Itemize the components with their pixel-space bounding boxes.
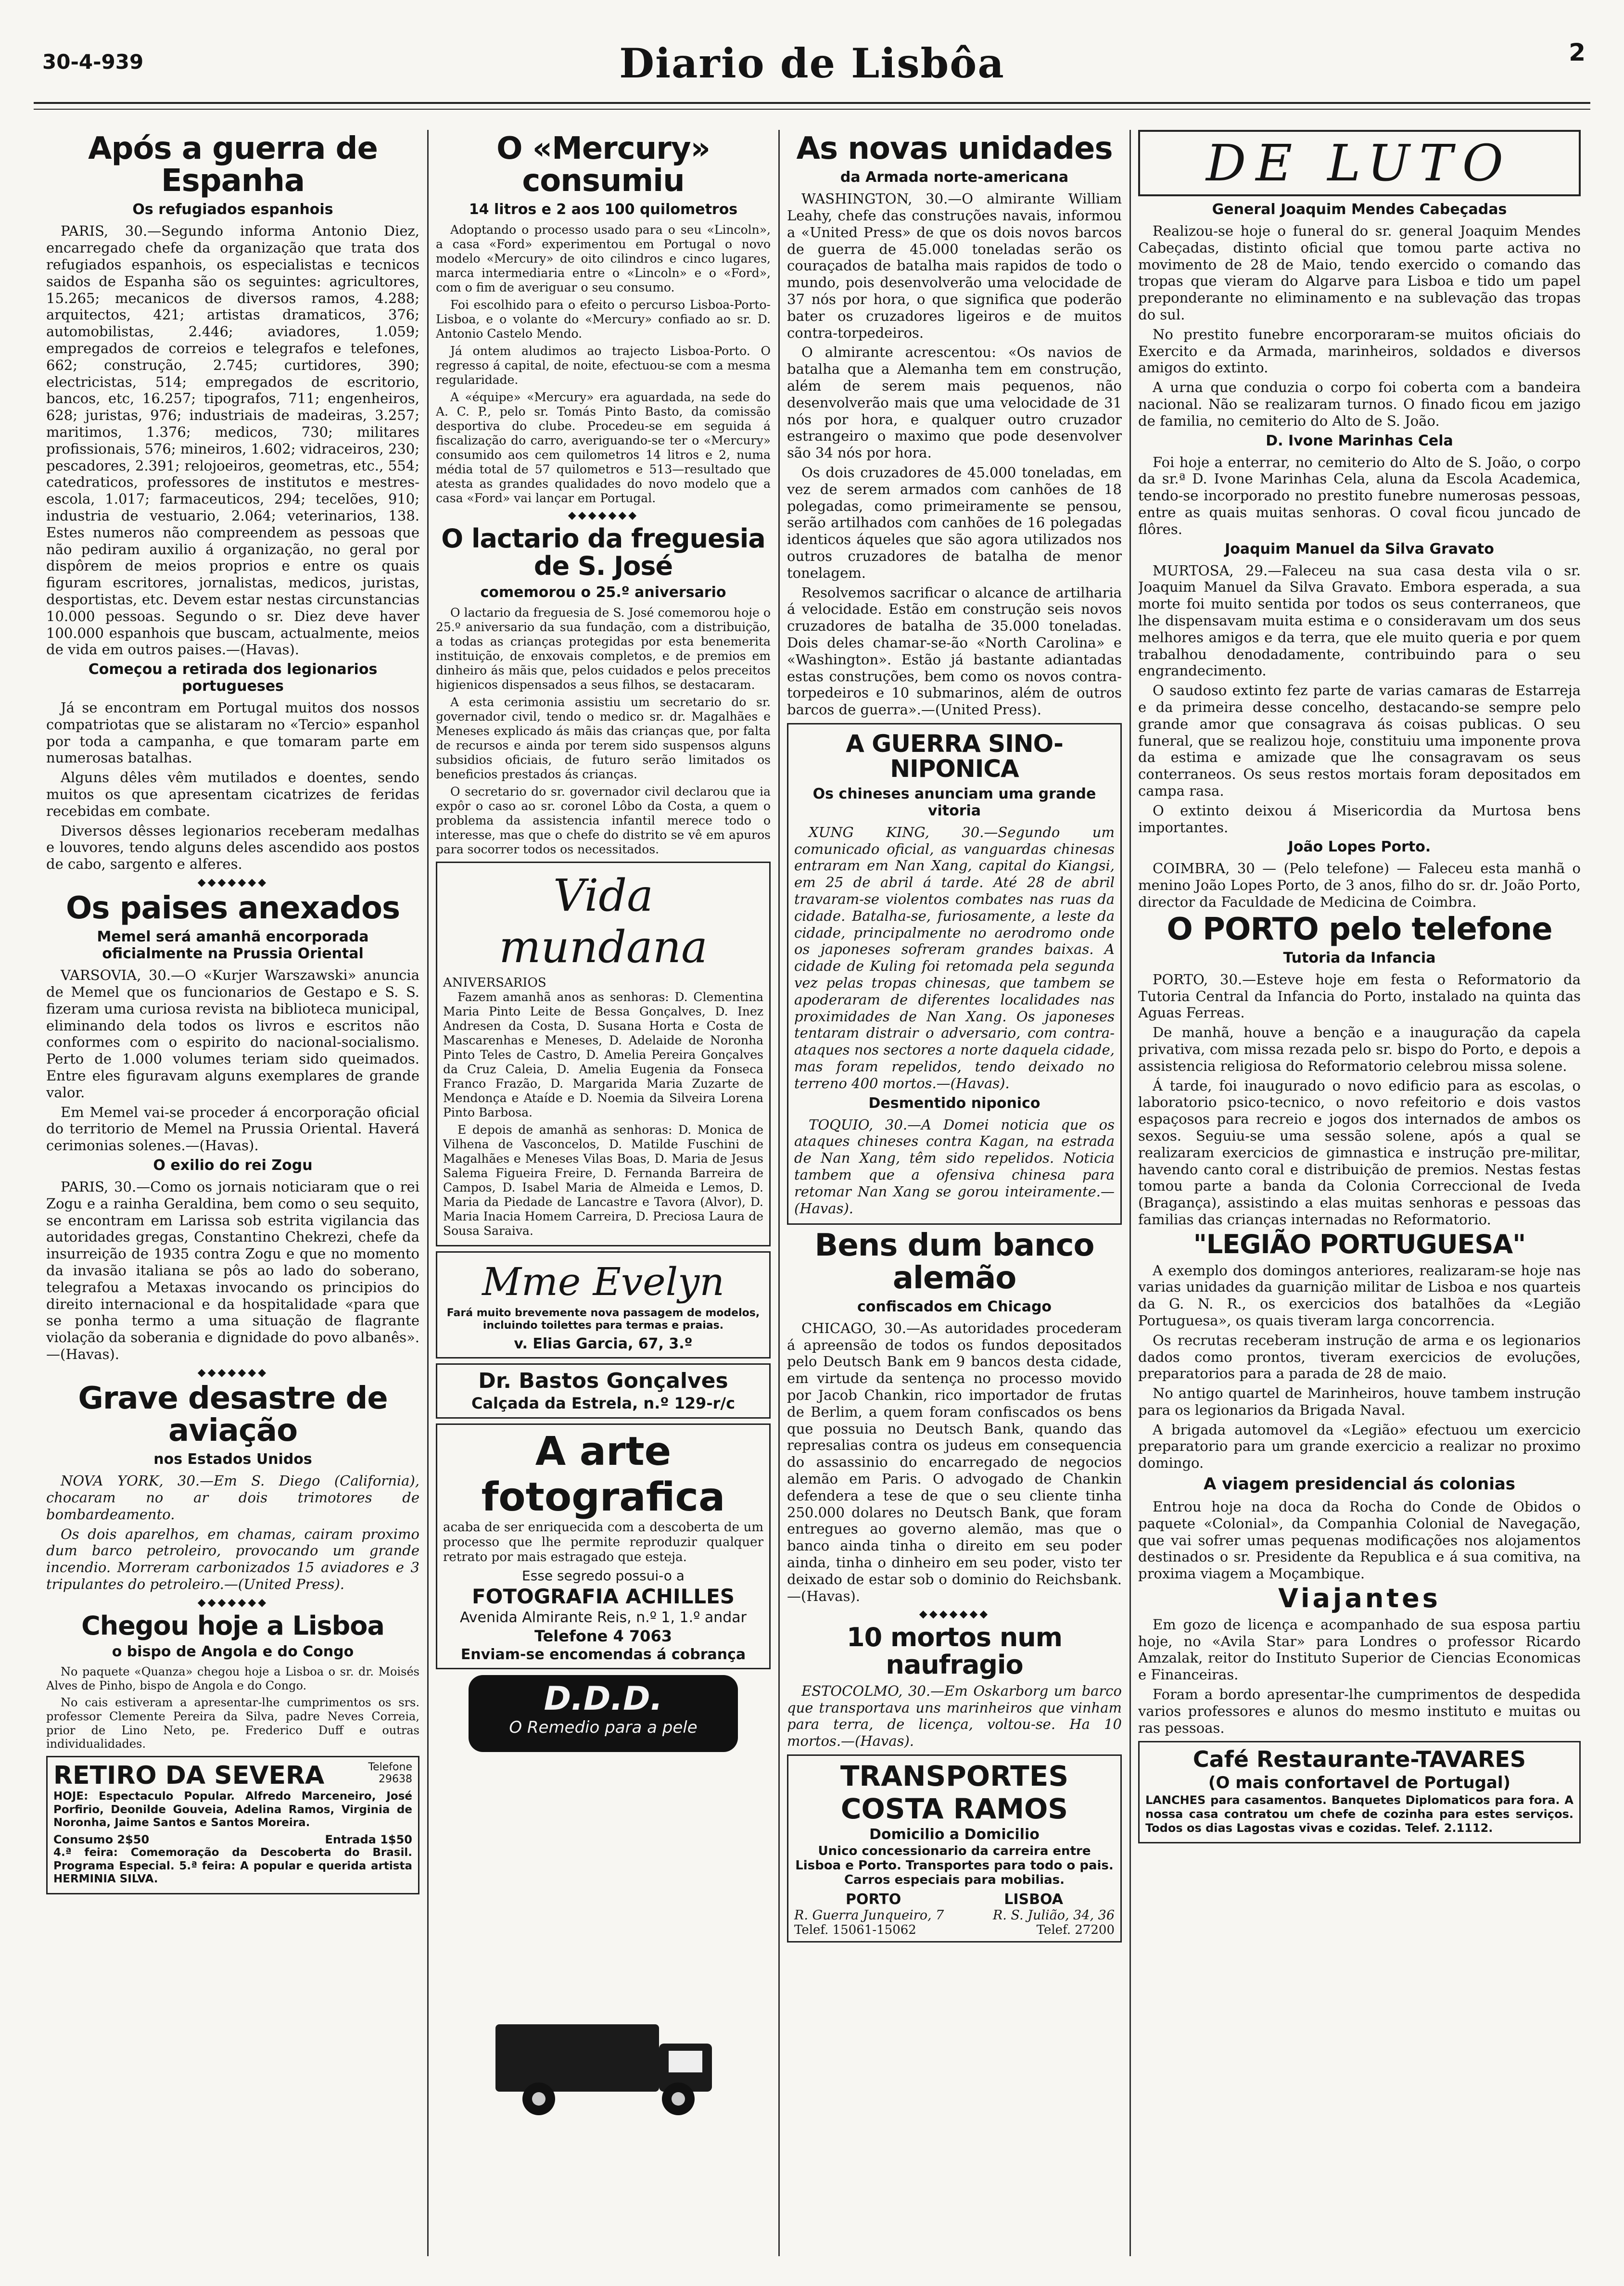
article-paragraph: A brigada automovel da «Legião» efectuou um exercicio preparatorio para um grande exercicio a realizar no proximo domingo. [1138,1421,1581,1472]
advert-subtitle: Domicilio a Domicilio [869,1826,1040,1843]
article-paragraph: Diversos dêsses legionarios receberam medalhas e louvores, tendo alguns deles ascendido aos postos de cabo, sargento e alferes. [46,822,419,873]
column-4 [1138,130,1581,2256]
obituary-paragraph: MURTOSA, 29.—Faleceu na sua casa desta vila o sr. Joaquim Manuel da Silva Gravato. Embora esperada, a sua morte foi muito sentida por todos os seus conterraneos, que lhe dispensavam muita estima e o consideravam um dos seus melhores amigos e da terra, que ele muito queria e por quem trabalhou denodadamente, contribuindo para o seu engrandecimento. [1138,562,1581,679]
ornament-divider: ◆◆◆◆◆◆◆ [919,1608,990,1621]
column-2 [436,130,771,2256]
advert-address: v. Elias Garcia, 67, 3.º [514,1335,693,1352]
article-paragraph: A «équipe» «Mercury» era aguardada, na sede do A. C. P., pelo sr. Tomás Pinto Basto, da comissão desportiva do clube. Procedeu-se em seguida á fiscalização do carro, averiguando-se ter o «Mercury» consumido aos cem quilometros 14 litros e 2, numa média total de 57 quilometros e 513—resultado que atesta as grandes qualidades do novo modelo que a casa «Ford» vai lançar em Portugal. [436,390,771,506]
article-subhead: confiscados em Chicago [857,1298,1052,1315]
advert-transportes [787,1754,1122,1943]
society-section [436,862,771,1246]
advert-retiro-severa [46,1756,419,1894]
article-paragraph: Já ontem aludimos ao trajecto Lisboa-Porto. O regresso á capital, de noite, efectuou-se com a mesma regularidade. [436,344,771,387]
advert-phones [794,1923,1115,1937]
ornament-divider: ◆◆◆◆◆◆◆ [197,1596,268,1609]
article-headline: As novas unidades [796,131,1113,166]
article-headline: Grave desastre de aviação [78,1380,388,1448]
article-subhead: Desmentido niponico [868,1094,1040,1112]
article-paragraph: No cais estiveram a apresentar-lhe cumprimentos os srs. professor Clemente Pereira da Silva, padre Neves Correia, prior de Lino Neto, pe. Frederico Duff e outras individualidades. [46,1696,419,1751]
column-3 [787,130,1122,2256]
advert-phone-lisboa: Telef. 27200 [1036,1922,1115,1937]
article-paragraph: XUNG KING, 30.—Segundo um comunicado oficial, as vanguardas chinesas entraram em Nan Xang, capital do Kiangsi, em 25 de abril á tarde. Até 28 de abril travaram-se violentos combates nas ruas da cidade. Batalha-se, furiosamente, a leste da cidade, principalmente no aerodromo onde os japoneses sofreram grandes baixas. A cidade de Kuling foi retomada pela segunda vez pelas tropas chinesas, que tambem se apoderaram de diferentes localidades nas proximidades de Nan Xang. Os japoneses tentaram distrair o adversario, com contra-ataques nos sectores a norte daquela cidade, mas foram repelidos, tendo deixado no terreno 400 mortos.—(Havas). [794,824,1115,1092]
article-headline: 10 mortos num naufragio [847,1622,1062,1680]
obituary-paragraph: COIMBRA, 30 — (Pelo telefone) — Faleceu esta manhã o menino João Lopes Porto, de 3 anos, filho do sr. dr. João Porto, director da Faculdade de Medicina de Coimbra. [1138,860,1581,910]
masthead [0,0,1624,96]
article-paragraph: PARIS, 30.—Segundo informa Antonio Diez, encarregado chefe da organização que trata dos refugiados espanhois, os especialistas e tecnicos saidos de Espanha são os seguintes: agricultores, 15.265; mecanicos de diversos ramos, 4.288; arquitectos, 421; artistas dramaticos, 376; automobilistas, 2.446; aviadores, 1.059; empregados de correios e telegrafos e telefones, 662; construção, 2.745; curtidores, 390; electricistas, 514; empregados de escritorio, bancos, etc, 16.257; tipografos, 711; engenheiros, 628; juristas, 976; industriais de madeiras, 3.257; maritimos, 1.376; medicos, 730; militares profissionais, 576; mineiros, 1.602; vidraceiros, 230; pescadores, 2.391; relojoeiros, geometras, etc., 554; catedraticos, professores de institutos e mestres-escola, 1.017; farmaceuticos, 294; tecelões, 910; industria de vestuario, 2.064; veterinarios, 138. Estes numeros não compreendem as pessoas que não pediram auxilio á organização, no geral por dispôrem de meios proprios e entre os quais figuram escritores, jornalistas, medicos, juristas, desportistas, etc. Devem estar nestas circunstancias 10.000 pessoas. Segundo o sr. Diez deve haver 100.000 espanhois que buscam, actualmente, meios de vida em outros paises.—(Havas). [46,223,419,658]
advert-phone: Telefone 4 7063 [534,1627,672,1646]
society-subtitle: ANIVERSARIOS [443,975,546,990]
article-paragraph: Em Memel vai-se proceder á encorporação oficial do territorio de Memel na Prussia Oriental. Haverá cerimonias solenes.—(Havas). [46,1104,419,1154]
advert-text: LANCHES para casamentos. Banquetes Diplomaticos para fora. A nossa casa contratou um chefe de cozinha para estes serviços. Todos os dias Lagostas vivas e cozidas. Telef. 2.1112. [1145,1793,1573,1835]
advert-name: FOTOGRAFIA ACHILLES [471,1585,735,1609]
article-paragraph: O secretario do sr. governador civil declarou que ia expôr o caso ao sr. coronel Lôbo da Costa, a quem o problema da assistencia infantil merece todo o interesse, mas que o chefe do distrito se vê em apuros para socorrer todos os necessitados. [436,784,771,856]
article-headline: Os paises anexados [65,890,400,927]
obituary-name: D. Ivone Marinhas Cela [1266,432,1453,449]
truck-illustration [486,2010,726,2121]
advert-address: Avenida Almirante Reis, n.º 1, 1.º andar [459,1609,747,1626]
article-paragraph: De manhã, houve a benção e a inauguração da capela privativa, com missa rezada pelo sr. bispo do Porto, e depois a assistencia religiosa do Reformatorio celebrou missa solene. [1138,1024,1581,1074]
obituary-paragraph: Realizou-se hoje o funeral do sr. general Joaquim Mendes Cabeçadas, distinto oficial que tomou parte activa no movimento de 28 de Maio, tendo exercido o comando das tropas que vieram do Algarve para Lisboa e tido um papel preponderante no eliminamento e na sublevação das tropas do sul. [1138,223,1581,323]
article-headline: Após a guerra de Espanha [88,131,378,199]
obituary-paragraph: O extinto deixou á Misericordia da Murtosa bens importantes. [1138,802,1581,836]
war-section [787,723,1122,1225]
column-divider [1129,130,1131,2256]
article-paragraph: Foi escolhido para o efeito o percurso Lisboa-Porto-Lisboa, e o volante do «Mercury» confiado ao sr. D. Antonio Castelo Mendo. [436,298,771,341]
top-rule-thin [34,109,1590,110]
article-headline: Chegou hoje a Lisboa [81,1610,384,1641]
advert-bastos [436,1363,771,1419]
article-paragraph: CHICAGO, 30.—As autoridades procederam á apreensão de todos os fundos depositados pelo Deutsch Bank em 9 bancos desta cidade, em virtude da sentença no processo movido por Jacob Chankin, rico importador de frutas de Berlim, a quem foram confiscados os bens que possuia no Deutsch Bank, quando das represalias contra os judeus em consequencia do assassinio do encarregado de negocios alemão em Paris. O advogado de Chankin defendera a tese de que o seu cliente tinha 250.000 dolares no Deutsch Bank, que foram entregues ao governo alemão, mas que o banco ainda tinha o direito em seu poder ainda, tinha o dinheiro em seu poder, visto ter deixado de estar sob o dominio do Reichsbank.—(Havas). [787,1320,1122,1604]
article-paragraph: PORTO, 30.—Esteve hoje em festa o Reformatorio da Tutoria Central da Infancia do Porto, instalado na quinta das Aguas Ferreas. [1138,971,1581,1021]
article-paragraph: VARSOVIA, 30.—O «Kurjer Warszawski» anuncia de Memel que os funcionarios de Gestapo e S. S. fizeram uma curiosa revista na biblioteca municipal, eliminando dela todos os livros e escritos não conformes com o espirito do nacional-socialismo. Perto de 1.000 volumes teriam sido queimados. Entre eles figuravam alguns exemplares de grande valor. [46,967,419,1101]
article-subhead: O exilio do rei Zogu [153,1157,313,1174]
article-subhead: 14 litros e 2 aos 100 quilometros [469,201,738,218]
society-paragraph: Fazem amanhã anos as senhoras: D. Clementina Maria Pinto Leite de Bessa Gonçalves, D. Inez Andresen da Costa, D. Susana Horta e Costa de Mascarenhas e Meneses, D. Adelaide de Noronha Pinto Teles de Castro, D. Amelia Pereira Gonçalves da Cruz Caleia, D. Amelia Eugenia da Fonseca Franco Frazão, D. Margarida Maria Zuzarte de Mendonça e Ataíde e D. Noemia da Silveira Lorena Pinto Barbosa. [443,990,763,1119]
advert-text: acaba de ser enriquecida com a descoberta de um processo que lhe permite reproduzir qualquer retrato por mais estragado que esteja. [443,1520,763,1564]
obituary-header: DE LUTO [1138,130,1581,196]
article-paragraph: WASHINGTON, 30.—O almirante William Leahy, chefe das construções navais, informou a «United Press» de que os dois novos barcos de guerra de 45.000 toneladas serão os couraçados de batalha mais rapidos de todo o mundo, pois desenvolverão uma velocidade de 37 nós por hora, o que significa que poderão bater os cruzadores ligeiros e de muitos contra-torpedeiros. [787,190,1122,341]
advert-text: Fará muito brevemente nova passagem de modelos, incluindo toilettes para termas e praias. [446,1307,760,1332]
article-headline: A viagem presidencial ás colonias [1203,1474,1516,1494]
article-paragraph: Resolvemos sacrificar o alcance de artilharia á velocidade. Estão em construção seis novos cruzadores de batalha de 35.000 toneladas. Dois deles chamar-se-ão «North Carolina» e «Washington». Estão já bastante adiantadas estas construções, bem como os novos contra-torpedeiros e 10 submarinos, além de outros barcos de guerra».—(United Press). [787,584,1122,718]
article-subhead: Memel será amanhã encorporada oficialmente na Prussia Oriental [97,928,369,963]
article-paragraph: Á tarde, foi inaugurado o novo edificio para as escolas, o laboratorio psico-tecnico, o novo refeitorio e dois vastos espaçosos para recreio e jogos dos internados de ambos os sexos. Seguiu-se uma sessão solene, após a qual se realizaram exercicios de gimnastica e instrução pre-militar, havendo canto coral e distribuição de premios. Nestas festas tomou parte a banda da Colonia Correccional de Iveda (Bragança), assistindo a elas muitas senhoras e pessoas das familias das crianças internadas no Reformatorio. [1138,1077,1581,1228]
column-divider [427,130,429,2256]
obituary-name: General Joaquim Mendes Cabeçadas [1212,201,1507,218]
newspaper-title: Diario de Lisbôa [619,39,1005,87]
advert-phone: Telefone 29638 [368,1761,412,1786]
article-headline: Viajantes [1278,1583,1441,1614]
article-paragraph: Foram a bordo apresentar-lhe cumprimentos de despedida varios professores e alunos do mesmo instituto e muitas ou ras pessoas. [1138,1686,1581,1736]
advert-consumo: Consumo 2$50 [53,1832,150,1846]
advert-text: Esse segredo possui-o a [522,1568,685,1584]
advert-footer: Enviam-se encomendas á cobrança [460,1646,746,1664]
article-subhead: Tutoria da Infancia [1283,949,1436,966]
advert-title: Dr. Bastos Gonçalves [478,1368,728,1393]
society-title: Vida mundana [499,869,708,973]
article-paragraph: ESTOCOLMO, 30.—Em Oskarborg um barco que transportava uns marinheiros que vinham para terra, de licença, voltou-se. Ha 10 mortos.—(Havas). [787,1682,1122,1750]
advert-title: TRANSPORTES COSTA RAMOS [840,1759,1069,1825]
advert-text: HOJE: Espectaculo Popular. Alfredo Marceneiro, José Porfirio, Deonilde Gouveia, Adelina Ramos, Virginia de Noronha, Jaime Santos e Santos Moreira. [53,1790,412,1829]
article-headline: A GUERRA SINO-NIPONICA [846,729,1063,783]
article-headline: "LEGIÃO PORTUGUESA" [1193,1229,1526,1259]
society-paragraph: E depois de amanhã as senhoras: D. Monica de Vilhena de Vasconcelos, D. Matilde Fuschini de Magalhães e Meneses Vilas Boas, D. Maria de Jesus Salema Figueira Freire, D. Fernanda Barreira de Campos, D. Isabel Maria de Almeida e Lemos, D. Maria da Piedade de Lancastre e Tavora (Alvor), D. Maria Inacia Homem Carreira, D. Preciosa Laura de Sousa Saraiva. [443,1122,763,1238]
article-headline: O «Mercury» consumiu [496,131,710,199]
issue-date: 30-4-939 [42,50,144,74]
advert-cities [794,1891,1115,1908]
advert-prices [53,1833,412,1846]
article-subhead: comemorou o 25.º aniversario [480,584,726,601]
article-paragraph: Adoptando o processo usado para o seu «Lincoln», a casa «Ford» experimentou em Portugal o novo modelo «Mercury» de oito cilindros e cinco lugares, marca intermediaria entre o «Lincoln» e o «Ford», com o fim de averiguar o seu consumo. [436,223,771,295]
advert-address: Calçada da Estrela, n.º 129-r/c [471,1394,736,1412]
advert-title: A arte fotografica [481,1428,725,1520]
advert-ddd [469,1675,738,1752]
advert-subtitle: (O mais confortavel de Portugal) [1208,1773,1511,1793]
ornament-divider: ◆◆◆◆◆◆◆ [568,509,639,522]
advert-entrada: Entrada 1$50 [325,1832,412,1846]
article-headline: Bens dum banco alemão [814,1228,1094,1296]
article-subhead: Os refugiados espanhois [132,201,333,218]
advert-text: Unico concessionario da carreira entre Lisboa e Porto. Transportes para todo o pais. Carros especiais para mobilias. [795,1843,1114,1887]
ddd-logo: D.D.D. [544,1680,663,1718]
article-headline: O PORTO pelo telefone [1167,911,1552,947]
obituary-paragraph: O saudoso extinto fez parte de varias camaras de Estarreja e da primeira desse concelho, destacando-se sempre pelo grande amor que consagrava ás coisas publicas. O seu funeral, que se realizou hoje, constituiu uma imponente prova da estima e amizade que lhe consagravam os seus conterraneos. Os seus restos mortais foram depositados em campa rasa. [1138,682,1581,799]
advert-city-porto: PORTO [846,1891,901,1908]
article-paragraph: Já se encontram em Portugal muitos dos nossos compatriotas que se alistaram no «Tercio» espanhol por toda a campanha, e que tomaram parte em numerosas batalhas. [46,699,419,766]
article-paragraph: No antigo quartel de Marinheiros, houve tambem instrução para os legionarios da Brigada Naval. [1138,1385,1581,1418]
obituary-paragraph: A urna que conduzia o corpo foi coberta com a bandeira nacional. Não se realizaram turnos. O finado ficou em jazigo de familia, no cemiterio do Alto de S. João. [1138,379,1581,429]
article-headline: O lactario da freguesia de S. José [441,523,765,582]
article-paragraph: Os dois aparelhos, em chamas, cairam proximo dum barco petroleiro, provocando um grande incendio. Morreram carbonizados 15 aviadores e 3 tripulantes do petroleiro.—(United Press). [46,1525,419,1592]
article-paragraph: Alguns dêles vêm mutilados e doentes, sendo muitos os que apresentam cicatrizes de feridas recebidas em combate. [46,769,419,819]
advert-fotografia [436,1423,771,1670]
article-paragraph: O lactario da freguesia de S. José comemorou hoje o 25.º aniversario da sua fundação, com a distribuição, a todas as crianças protegidas por esta benemerita instituição, de enxovais completos, e de premios em dinheiro ás mãis que, pelos cuidados e pelos preceitos higienicos dispensados a seus filhos, se destacaram. [436,605,771,692]
advert-evelyn [436,1251,771,1359]
advert-text: 4.ª feira: Comemoração da Descoberta do Brasil. Programa Especial. 5.ª feira: A popular e querida artista HERMINIA SILVA. [53,1846,412,1886]
obituary-paragraph: Foi hoje a enterrar, no cemiterio do Alto de S. João, o corpo da sr.ª D. Ivone Marinhas Cela, aluna da Escola Academica, tendo-se incorporado no prestito funebre numerosas pessoas, entre as quais muitas senhoras. O coval ficou juncado de flôres. [1138,454,1581,537]
page-number: 2 [1569,38,1586,66]
advert-tavares [1138,1741,1581,1843]
article-paragraph: A exemplo dos domingos anteriores, realizaram-se hoje nas varias unidades da guarnição militar de Lisboa e nos quarteis da G. N. R., os exercicios dos batalhões da «Legião Portuguesa», os quais tiveram larga concorrencia. [1138,1262,1581,1329]
article-paragraph: PARIS, 30.—Como os jornais noticiaram que o rei Zogu e a rainha Geraldina, bem como o seu sequito, se encontram em Larissa sob estrita vigilancia das autoridades gregas, Constantino Chekrezi, chefe da insurreição de 1935 contra Zogu e que no momento da invasão italiana se pôs ao lado do soberano, telegrafou a Metaxas invocando os principios do direito internacional e da hospitalidade «para que se ponha termo a uma situação de flagrante violação da soberania e dignidade do povo albanês».—(Havas). [46,1179,419,1362]
article-paragraph: Entrou hoje na doca da Rocha do Conde de Obidos o paquete «Colonial», da Companhia Colonial de Navegação, que vai sofrer umas pequenas modificações nos alojamentos destinados o sr. Presidente da Republica e á sua comitiva, na proxima viagem a Moçambique. [1138,1499,1581,1582]
ornament-divider: ◆◆◆◆◆◆◆ [197,876,268,889]
advert-addresses [794,1908,1115,1923]
article-paragraph: Os dois cruzadores de 45.000 toneladas, em vez de serem armados com canhões de 18 polegadas, como primeiramente se pensou, serão artilhados com canhões de 16 polegadas identicos áqueles que são agora utilizados nos outros cruzadores de batalha de menor tonelagem. [787,464,1122,581]
article-paragraph: A esta cerimonia assistiu um secretario do sr. governador civil, tendo o medico sr. dr. Magalhães e Meneses explicado ás mãis das crianças que, por falta de recursos e ainda por terem sido suspensos alguns subsidios oficiais, de futuro serão limitados os beneficios prestados ás crianças. [436,695,771,781]
column-divider [778,130,780,2256]
article-subhead: da Armada norte-americana [840,169,1069,186]
top-rule [34,102,1590,104]
advert-title: Mme Evelyn [482,1259,724,1304]
obituary-name: Joaquim Manuel da Silva Gravato [1225,540,1494,558]
column-1 [46,130,419,2256]
advert-address-lisboa: R. S. Julião, 34, 36 [992,1907,1115,1923]
obituary-name: João Lopes Porto. [1288,838,1431,856]
article-paragraph: No paquete «Quanza» chegou hoje a Lisboa o sr. dr. Moisés Alves de Pinho, bispo de Angola e do Congo. [46,1665,419,1693]
article-paragraph: O almirante acrescentou: «Os navios de batalha que a Alemanha tem em construção, além de serem mais pequenos, não desenvolverão mais que uma velocidade de 31 nós por hora, e qualquer outro cruzador estrangeiro o maximo que pode desenvolver são 34 nós por hora. [787,344,1122,461]
article-subhead: o bispo de Angola e do Congo [112,1643,354,1661]
advert-address-porto: R. Guerra Junqueiro, 7 [794,1907,944,1923]
advert-city-lisboa: LISBOA [1004,1891,1063,1908]
article-paragraph: Os recrutas receberam instrução de arma e os legionarios dados como prontos, tiveram exercicios de evoluções, preparatorios para a parada de 28 de maio. [1138,1332,1581,1382]
article-subhead: Começou a retirada dos legionarios portugueses [88,661,378,695]
advert-title: RETIRO DA SEVERA [53,1761,325,1791]
obituary-paragraph: No prestito funebre encorporaram-se muitos oficiais do Exercito e da Armada, marinheiros, soldados e diversos amigos do extinto. [1138,326,1581,376]
advert-phone-porto: Telef. 15061-15062 [794,1922,916,1937]
ddd-slogan: O Remedio para a pele [509,1718,698,1738]
article-paragraph: TOQUIO, 30.—A Domei noticia que os ataques chineses contra Kagan, na estrada de Nan Xang, têm sido repelidos. Noticia tambem que a ofensiva chinesa para retomar Nan Xang se gorou inteiramente.—(Havas). [794,1116,1115,1217]
ornament-divider: ◆◆◆◆◆◆◆ [197,1366,268,1379]
article-paragraph: Em gozo de licença e acompanhado de sua esposa partiu hoje, no «Avila Star» para Londres o professor Ricardo Amzalak, reitor do Instituto Superior de Ciencias Economicas e Financeiras. [1138,1616,1581,1683]
article-subhead: Os chineses anunciam uma grande vitoria [812,785,1096,819]
article-paragraph: NOVA YORK, 30.—Em S. Diego (California), chocaram no ar dois trimotores de bombardeamento. [46,1473,419,1523]
advert-title: Café Restaurante-TAVARES [1193,1746,1526,1773]
article-subhead: nos Estados Unidos [153,1451,312,1468]
